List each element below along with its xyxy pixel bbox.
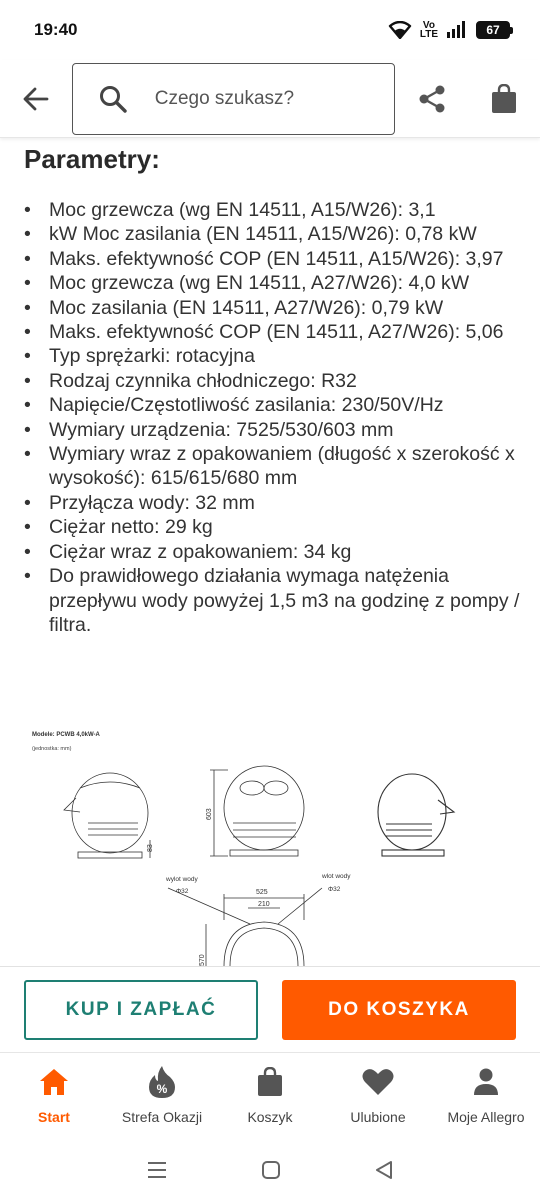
nav-label: Strefa Okazji <box>121 1109 203 1125</box>
search-input[interactable] <box>155 88 355 110</box>
list-item: • Ciężar netto: 29 kg <box>24 515 526 539</box>
list-item: • kW Moc zasilania (EN 14511, A15/W26): 0,78 kW <box>24 222 526 246</box>
wifi-icon <box>388 21 412 39</box>
status-icons <box>388 21 510 39</box>
diagram-height-dimension: 603 <box>206 808 213 820</box>
deal-percent-icon <box>148 1065 176 1099</box>
diagram-unit-label: (jednostka: mm) <box>32 746 72 752</box>
network-top-label: Vo <box>422 20 435 31</box>
diagram-outlet-label: wylot wody <box>166 876 198 883</box>
network-bottom-label: LTE <box>419 29 438 40</box>
share-icon <box>417 84 447 114</box>
top-header <box>0 60 540 138</box>
battery-indicator: 67 <box>476 21 510 39</box>
diagram-model-label: Modele: PCWB 4,0kW-A <box>32 732 100 738</box>
list-item: • Ciężar wraz z opakowaniem: 34 kg <box>24 540 526 564</box>
front-view <box>210 766 304 856</box>
recent-apps-icon[interactable] <box>146 1161 168 1179</box>
network-type <box>420 21 438 39</box>
user-icon <box>473 1068 499 1096</box>
status-bar <box>0 0 540 60</box>
back-nav-icon[interactable] <box>374 1160 394 1180</box>
add-to-cart-button[interactable]: DO KOSZYKA <box>282 980 516 1040</box>
nav-item-strefa-okazji[interactable] <box>108 1053 216 1140</box>
signal-icon <box>446 21 468 39</box>
list-item: • Wymiary urządzenia: 7525/530/603 mm <box>24 418 526 442</box>
parameters-list <box>24 198 526 637</box>
list-item: • Moc grzewcza (wg EN 14511, A15/W26): 3,1 <box>24 198 526 222</box>
bottom-navigation <box>0 1052 540 1140</box>
home-icon <box>39 1068 69 1096</box>
svg-text:%: % <box>156 1082 168 1096</box>
nav-item-koszyk[interactable] <box>216 1053 324 1140</box>
share-button[interactable] <box>397 64 469 134</box>
back-button[interactable] <box>0 64 72 134</box>
list-item: • Wymiary wraz z opakowaniem (długość x szerokość x wysokość): 615/615/680 mm <box>24 442 526 491</box>
side-view-right <box>370 766 466 866</box>
technical-drawing <box>28 728 368 966</box>
system-navigation <box>0 1140 540 1200</box>
list-item: • Napięcie/Częstotliwość zasilania: 230/50V/Hz <box>24 393 526 417</box>
diagram-inlet-size: Φ32 <box>328 886 341 893</box>
list-item: • Moc zasilania (EN 14511, A27/W26): 0,79 kW <box>24 296 526 320</box>
section-title: Parametry: <box>24 144 160 174</box>
purchase-actions <box>0 966 540 1052</box>
list-item: • Moc grzewcza (wg EN 14511, A27/W26): 4,0 kW <box>24 271 526 295</box>
nav-label: Koszyk <box>247 1109 293 1125</box>
cart-button[interactable] <box>468 64 540 134</box>
diagram-outlet-size: Φ32 <box>176 888 189 895</box>
diagram-inlet-label: wlot wody <box>322 873 351 880</box>
diagram-width-dimension: 525 <box>256 889 268 896</box>
search-icon <box>99 85 127 113</box>
diagram-spacing-dimension: 210 <box>258 901 270 908</box>
diagram-base-dimension: 83 <box>147 844 154 852</box>
list-item: • Przyłącza wody: 32 mm <box>24 491 526 515</box>
nav-label: Start <box>38 1109 70 1125</box>
nav-item-moje-allegro[interactable] <box>432 1053 540 1140</box>
list-item: • Maks. efektywność COP (EN 14511, A27/W26): 5,06 <box>24 320 526 344</box>
arrow-back-icon <box>23 87 49 111</box>
list-item: • Rodzaj czynnika chłodniczego: R32 <box>24 369 526 393</box>
nav-label: Ulubione <box>350 1109 406 1125</box>
nav-item-ulubione[interactable] <box>324 1053 432 1140</box>
buy-now-button[interactable]: KUP I ZAPŁAĆ <box>24 980 258 1040</box>
shopping-bag-icon <box>257 1067 283 1097</box>
list-item: • Do prawidłowego działania wymaga natężenia przepływu wody powyżej 1,5 m3 na godzinę z pompy / filtra. <box>24 564 526 637</box>
search-box[interactable] <box>72 63 395 135</box>
status-time: 19:40 <box>34 20 78 39</box>
heart-icon <box>362 1068 394 1096</box>
shopping-bag-icon <box>491 84 517 114</box>
product-description <box>0 138 540 966</box>
nav-item-start[interactable] <box>0 1053 108 1140</box>
nav-label: Moje Allegro <box>447 1109 525 1125</box>
home-button-icon[interactable] <box>261 1160 281 1180</box>
top-view <box>168 888 322 966</box>
side-view-left <box>64 773 150 858</box>
diagram-depth-dimension: 570 <box>199 954 206 966</box>
list-item: • Typ sprężarki: rotacyjna <box>24 344 526 368</box>
list-item: • Maks. efektywność COP (EN 14511, A15/W26): 3,97 <box>24 247 526 271</box>
